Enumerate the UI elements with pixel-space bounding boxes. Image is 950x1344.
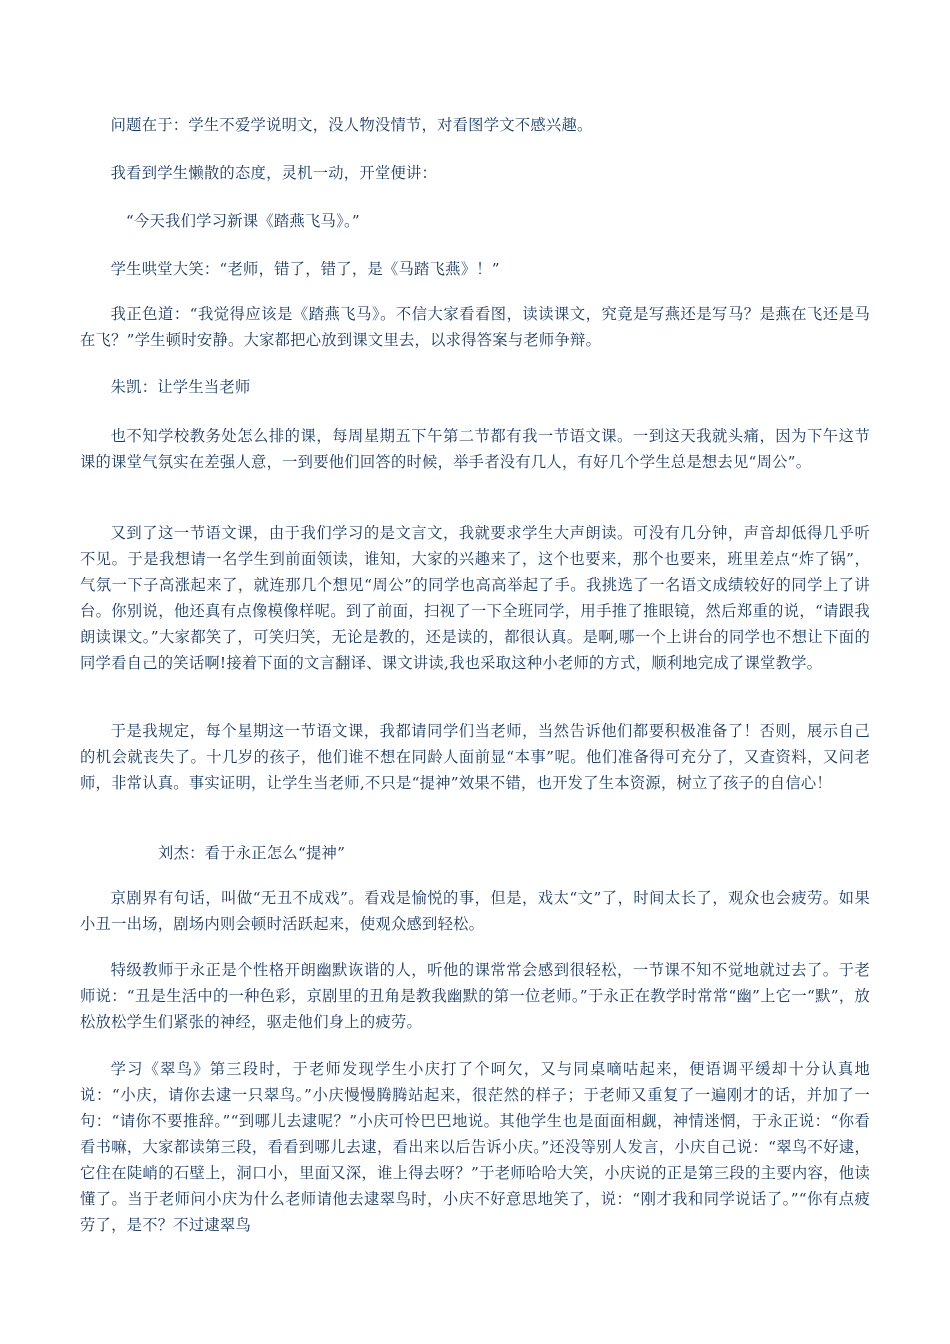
paragraph-teacher-reply: 我正色道：“我觉得应该是《踏燕飞马》。不信大家看看图，读读课文，究竟是写燕还是写马？是燕在飞还是马在飞？”学生顿时安静。大家都把心放到课文里去，以求得答案与老师争辩。 <box>80 305 870 349</box>
paragraph-quote-new-lesson: “今天我们学习新课《踏燕飞马》。” <box>125 212 360 230</box>
paragraph-reading-aloud: 又到了这一节语文课，由于我们学习的是文言文，我就要求学生大声朗读。可没有几分钟，声音却低得几乎听不见。于是我想请一名学生到前面领读，谁知，大家的兴趣来了，这个也要来，那个也要来，班里差点“炸了锅”，气氛一下子高涨起来了，就连那几个想见“周公”的同学也高高举起了手。我挑选了一名语文成绩较好的同学上了讲台。你别说，他还真有点像模像样呢。到了前面，扫视了一下全班同学，用手推了推眼镜，然后郑重的说，“请跟我朗读课文。”大家都笑了，可笑归笑，无论是教的，还是读的，都很认真。是啊,哪一个上讲台的同学也不想让下面的同学看自己的笑话啊!接着下面的文言翻译、课文讲读,我也采取这种小老师的方式，顺利地完成了课堂教学。 <box>80 524 870 672</box>
paragraph-kingfisher-lesson: 学习《翠鸟》第三段时，于老师发现学生小庆打了个呵欠，又与同桌嘀咕起来，便语调平缓却十分认真地说：“小庆，请你去逮一只翠鸟。”小庆慢慢腾腾站起来，很茫然的样子；于老师又重复了一遍刚才的话，并加了一句：“请你不要推辞。”“到哪儿去逮呢？”小庆可怜巴巴地说。其他学生也是面面相觑，神情迷惘，于永正说：“你看看书嘛，大家都读第三段，看看到哪儿去逮，看出来以后告诉小庆。”还没等别人发言，小庆自己说：“翠鸟不好逮，它住在陡峭的石壁上，洞口小，里面又深，谁上得去呀？”于老师哈哈大笑，小庆说的正是第三段的主要内容，他读懂了。当于老师问小庆为什么老师请他去逮翠鸟时，小庆不好意思地笑了，说：“刚才我和同学说话了。”“你有点疲劳了，是不？不过逮翠鸟 <box>80 1060 870 1234</box>
section-heading-zhu-kai: 朱凯：让学生当老师 <box>110 378 251 396</box>
paragraph-lecture-start: 我看到学生懒散的态度，灵机一动，开堂便讲： <box>110 164 438 182</box>
paragraph-peking-opera: 京剧界有句话，叫做“无丑不成戏”。看戏是愉悦的事，但是，戏太“文”了，时间太长了，观众也会疲劳。如果小丑一出场，剧场内则会顿时活跃起来，使观众感到轻松。 <box>80 889 870 933</box>
paragraph-friday-class: 也不知学校教务处怎么排的课，每周星期五下午第二节都有我一节语文课。一到这天我就头痛，因为下午这节课的课堂气氛实在差强人意，一到要他们回答的时候，举手者没有几人，有好几个学生总是想去见“周公”。 <box>80 427 870 471</box>
paragraph-students-laugh: 学生哄堂大笑：“老师，错了，错了，是《马踏飞燕》！” <box>110 260 500 278</box>
section-heading-liu-jie: 刘杰：看于永正怎么“提神” <box>158 844 346 862</box>
paragraph-problem: 问题在于：学生不爱学说明文，没人物没情节，对看图学文不感兴趣。 <box>110 116 593 134</box>
paragraph-yu-yongzheng: 特级教师于永正是个性格开朗幽默诙谐的人，听他的课常常会感到很轻松，一节课不知不觉地就过去了。于老师说：“丑是生活中的一种色彩，京剧里的丑角是教我幽默的第一位老师。”于永正在教学时常常“幽”上它一“默”，放松放松学生们紧张的神经，驱走他们身上的疲劳。 <box>80 961 870 1031</box>
paragraph-rule-students-teach: 于是我规定，每个星期这一节语文课，我都请同学们当老师，当然告诉他们都要积极准备了！否则，展示自己的机会就丧失了。十几岁的孩子，他们谁不想在同龄人面前显“本事”呢。他们准备得可充分了，又查资料，又问老师，非常认真。事实证明，让学生当老师,不只是“提神”效果不错，也开发了生本资源，树立了孩子的自信心！ <box>80 722 870 792</box>
